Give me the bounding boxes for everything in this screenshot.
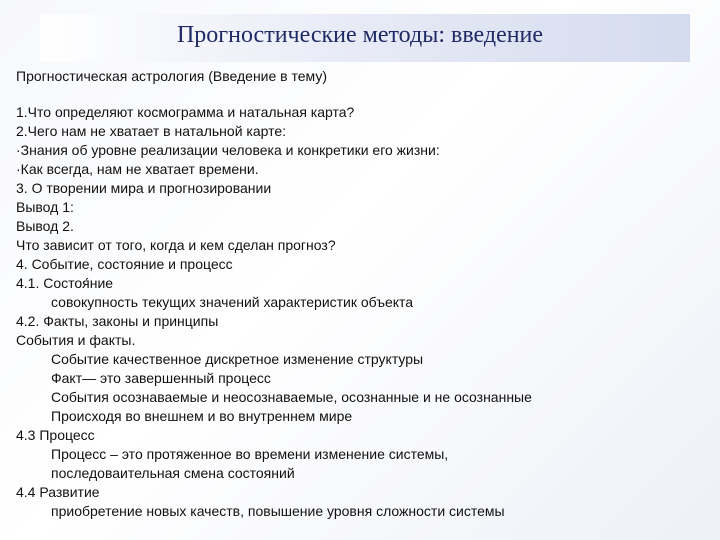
outline-line: События и факты. — [16, 332, 136, 348]
outline-line: 4.1. Состоя́ние — [16, 275, 114, 291]
outline-line: совокупность текущих значений характеристик объекта — [51, 294, 414, 310]
outline-line: Вывод 1: — [16, 199, 74, 215]
outline-line: приобретение новых качеств, повышение уровня сложности системы — [51, 503, 505, 519]
outline-line: 4. Событие, состояние и процесс — [16, 256, 233, 272]
slide-title: Прогностические методы: введение — [176, 22, 544, 48]
outline-list — [16, 103, 532, 521]
outline-line: Вывод 2. — [16, 218, 74, 234]
outline-line: Факт— это завершенный процесс — [51, 370, 271, 386]
outline-line: Что зависит от того, когда и кем сделан прогноз? — [16, 237, 336, 253]
outline-line: ·Как всегда, нам не хватает времени. — [16, 161, 259, 177]
slide-subtitle: Прогностическая астрология (Введение в тему) — [16, 68, 327, 84]
outline-line: Происходя во внешнем и во внутреннем мире — [51, 408, 353, 424]
outline-line: 2.Чего нам не хватает в натальной карте: — [16, 123, 287, 139]
outline-line: Процесс – это протяженное во времени изменение системы, — [51, 446, 449, 462]
outline-line: 4.2. Факты, законы и принципы — [16, 313, 219, 329]
outline-line: 1.Что определяют космограмма и натальная карта? — [16, 104, 355, 120]
outline-line: События осознаваемые и неосознаваемые, осознанные и не осознанные — [51, 389, 532, 405]
outline-line: последоваительная смена состояний — [51, 465, 295, 481]
outline-line: 4.4 Развитие — [16, 484, 100, 500]
outline-line: Событие качественное дискретное изменение структуры — [51, 351, 424, 367]
outline-line: ·Знания об уровне реализации человека и конкретики его жизни: — [16, 142, 440, 158]
outline-line: 4.3 Процесс — [16, 427, 95, 443]
outline-line: 3. О творении мира и прогнозировании — [16, 180, 272, 196]
